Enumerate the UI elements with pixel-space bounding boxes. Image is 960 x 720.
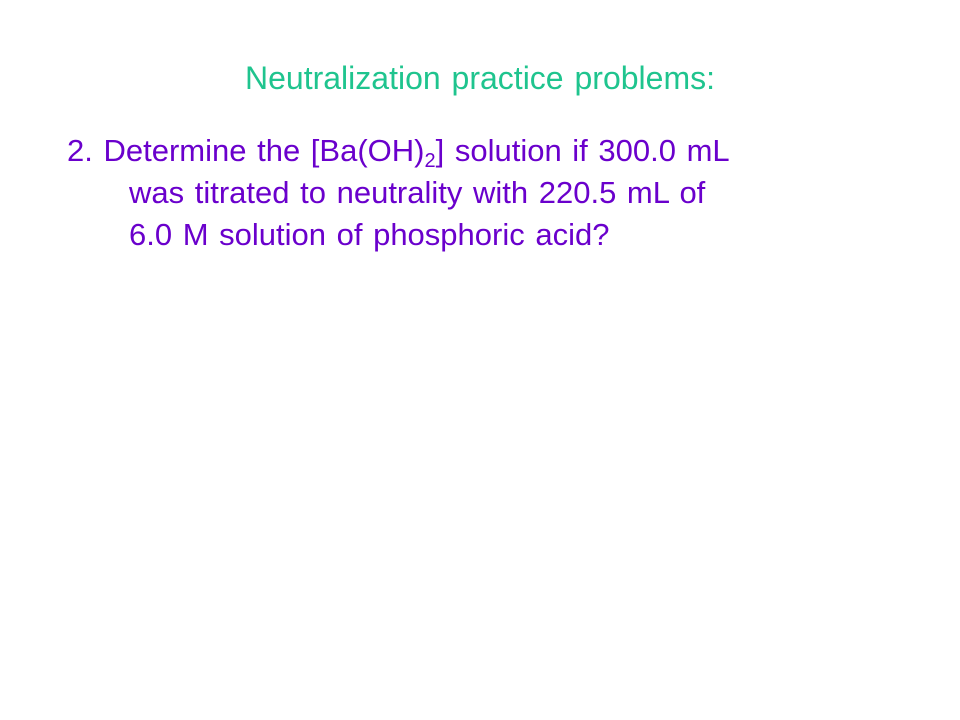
slide-title: Neutralization practice problems: bbox=[245, 60, 715, 96]
formula-subscript: 2 bbox=[424, 150, 436, 172]
problem-line-3: 6.0 M solution of phosphoric acid? bbox=[129, 217, 610, 252]
problem-line-1-start: Determine the [Ba(OH) bbox=[103, 133, 425, 168]
problem-text bbox=[67, 130, 927, 256]
problem-number: 2. bbox=[67, 133, 93, 168]
problem-line-1 bbox=[67, 130, 927, 172]
problem-line-1-end: ] solution if 300.0 mL bbox=[435, 133, 730, 168]
problem-line-2: was titrated to neutrality with 220.5 mL of bbox=[129, 175, 706, 210]
